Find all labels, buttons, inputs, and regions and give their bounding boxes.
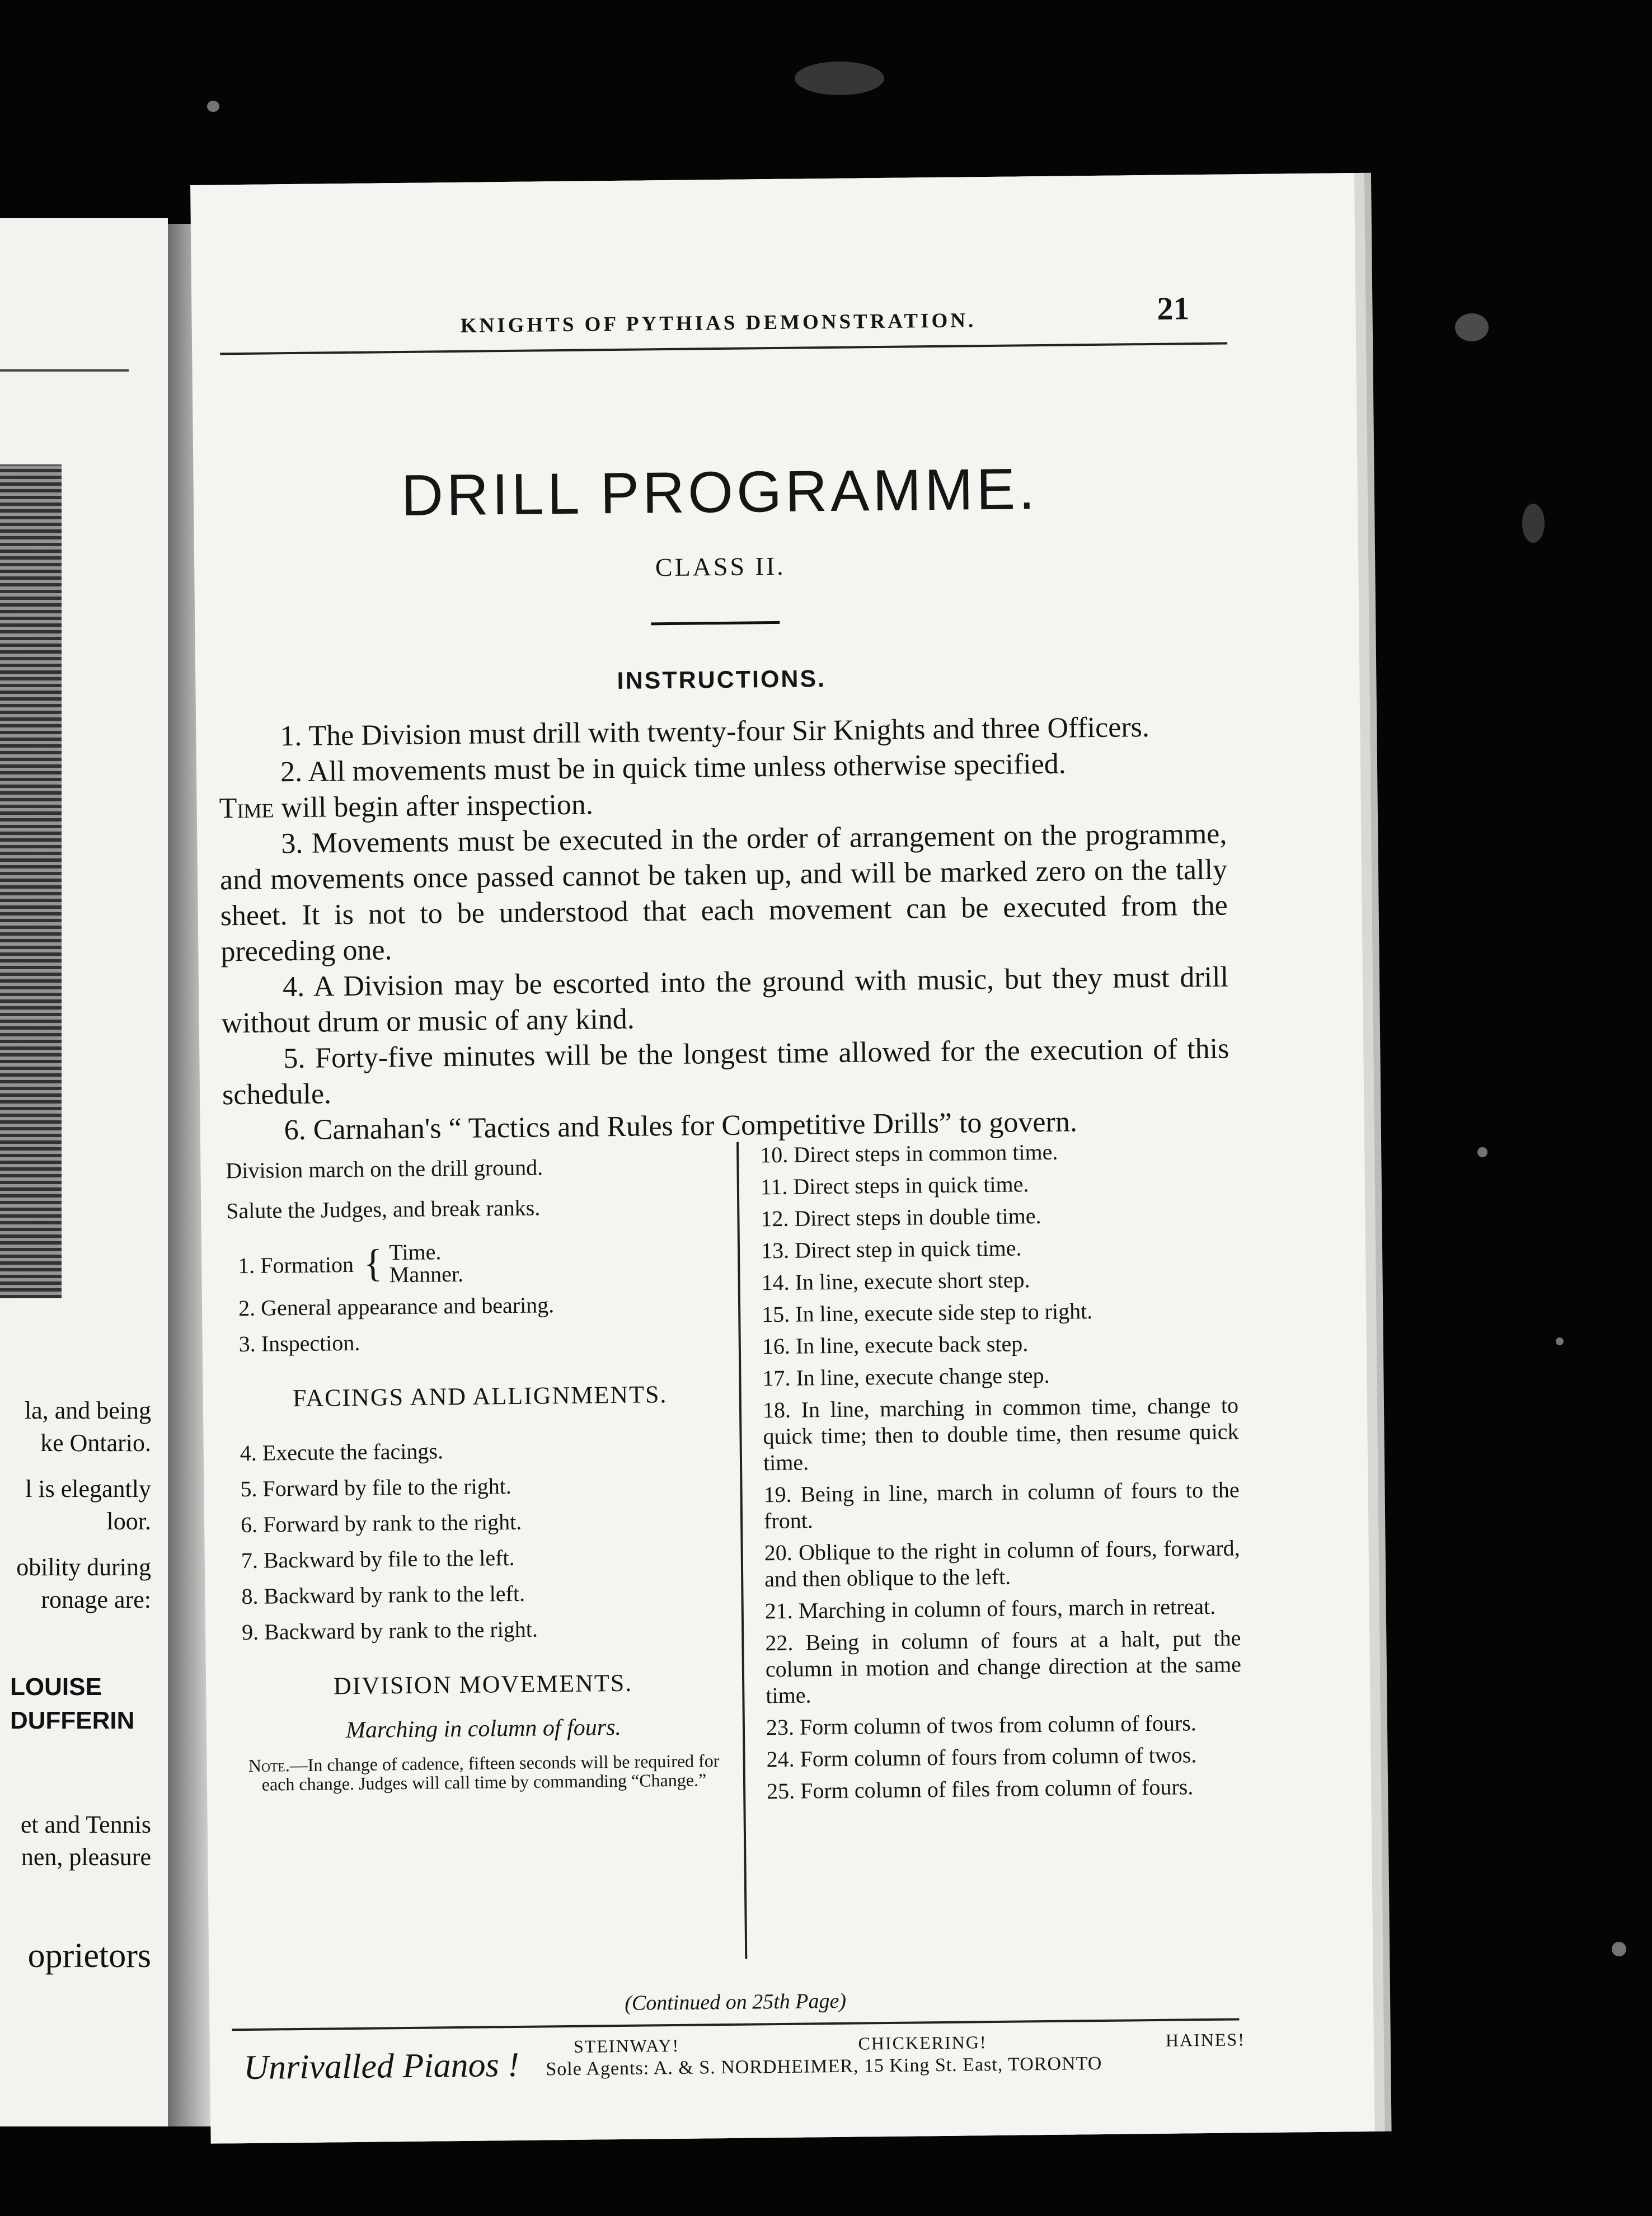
note [232,1751,736,1794]
formation-label: 1. Formation [238,1251,354,1278]
list-item: 17. In line, execute change step. [762,1362,1050,1391]
left-page-line: obility during [16,1553,151,1581]
instruction-item: 1. The Division must drill with twenty-four Sir Knights and three Officers. [280,711,1150,753]
list-item: 15. In line, execute side step to right. [762,1298,1093,1327]
instructions-list [218,709,1230,1149]
division-heading: DIVISION MOVEMENTS. [333,1669,633,1700]
piano-name: HAINES! [1165,2029,1246,2050]
list-item: 14. In line, execute short step. [761,1267,1030,1295]
left-page-line: ke Ontario. [40,1429,151,1457]
left-page-line: ronage are: [41,1586,151,1613]
instructions-heading: INSTRUCTIONS. [617,665,827,694]
list-item: 3. Inspection. [238,1330,360,1357]
division-subheading: Marching in column of fours. [345,1714,622,1744]
list-item: 5. Forward by file to the right. [240,1473,512,1502]
left-page-line: loor. [106,1508,151,1535]
background-speck [795,62,884,95]
background-speck [1612,1942,1626,1956]
title-rule [651,621,780,625]
list-item: 22. Being in column of fours at a halt, put the column in motion and change direction at the same time. [765,1625,1242,1708]
list-item: 21. Marching in column of fours, march in retreat. [764,1593,1216,1624]
page-title: DRILL PROGRAMME. [401,457,1039,528]
instruction-item: 6. Carnahan's “ Tactics and Rules for Competitive Drills” to govern. [284,1106,1078,1147]
list-item: 24. Form column of fours from column of twos. [766,1742,1197,1772]
main-page [190,173,1375,2144]
list-item: 9. Backward by rank to the right. [241,1616,538,1645]
list-item: 20. Oblique to the right in column of fours, forward, and then oblique to the left. [764,1535,1240,1592]
footer-advert-agents: Sole Agents: A. & S. NORDHEIMER, 15 King St. East, TORONTO [546,2053,1102,2080]
brace-glyph: { [363,1242,383,1285]
instruction-item: 2. All movements must be in quick time unless otherwise specified. [280,748,1067,788]
formation-item [227,1235,731,1290]
right-column [760,1137,1242,1810]
list-item: 13. Direct step in quick time. [761,1235,1022,1264]
footer-advert-brand: Unrivalled Pianos ! [243,2045,520,2087]
time-word: Time [219,792,274,825]
background-speck [1522,504,1545,543]
piano-name: STEINWAY! [573,2035,680,2057]
opening-item: Division march on the drill ground. [226,1154,543,1184]
list-item: 25. Form column of files from column of fours. [766,1774,1194,1804]
left-page-line: et and Tennis [20,1811,151,1838]
left-page-engraving [0,464,62,1298]
formation-option: Manner. [389,1261,464,1288]
instruction-item: 3. Movements must be executed in the order of arrangement on the programme, and movements once passed cannot be taken up, and will be marked zero on the tally sheet. It is not to be understood that each movement can be executed from the preceding one. [219,818,1228,968]
list-item: 19. Being in line, march in column of fours to the front. [763,1477,1240,1534]
continued-note: (Continued on 25th Page) [625,1989,847,2015]
class-label: CLASS II. [655,551,786,582]
list-item: 6. Forward by rank to the right. [240,1509,522,1538]
list-item: 7. Backward by file to the left. [241,1544,515,1574]
list-item: 8. Backward by rank to the left. [241,1580,525,1609]
footer-advert-names [574,2029,1245,2057]
header-rule [220,342,1227,355]
instruction-item-text: will begin after inspection. [281,788,594,824]
background-speck [1455,313,1489,341]
left-page-line: la, and being [24,1397,151,1424]
left-page-caps-line: LOUISE [10,1673,102,1701]
formation-options [389,1241,463,1286]
list-item: 10. Direct steps in common time. [760,1139,1058,1168]
left-page-large-line: oprietors [27,1937,151,1975]
instruction-item: 4. A Division may be escorted into the ground with music, but they must drill without drum or music of any kind. [221,961,1229,1040]
opening-item: Salute the Judges, and break ranks. [226,1195,541,1224]
list-item: 12. Direct steps in double time. [761,1203,1041,1232]
list-item: 23. Form column of twos from column of fours. [766,1710,1196,1740]
list-item: 2. General appearance and bearing. [238,1292,555,1321]
list-item: 18. In line, marching in common time, change to quick time; then to double time, then resume quick time. [762,1392,1239,1476]
left-column [226,1148,736,1794]
background-speck [207,101,219,112]
left-page-rule [0,369,129,372]
list-item: 16. In line, execute back step. [762,1331,1029,1359]
column-divider [736,1142,747,1959]
left-page-line: nen, pleasure [21,1843,151,1871]
page-number: 21 [1157,290,1190,327]
background-speck [1556,1337,1564,1345]
formation-option: Time. [389,1239,442,1265]
note-label: Note. [248,1755,290,1776]
facings-heading: FACINGS AND ALLIGNMENTS. [292,1381,668,1412]
list-item: 11. Direct steps in quick time. [760,1171,1029,1200]
footer-rule [232,2018,1240,2031]
left-facing-page [0,218,168,2126]
list-item: 4. Execute the facings. [240,1438,444,1466]
running-header: KNIGHTS OF PYTHIAS DEMONSTRATION. [460,309,977,337]
piano-name: CHICKERING! [858,2032,987,2054]
left-page-caps-line: DUFFERIN [10,1707,135,1734]
left-page-line: l is elegantly [25,1475,151,1503]
note-text: —In change of cadence, fifteen seconds will be required for each change. Judges will call time by commanding “Change.” [261,1750,720,1795]
instruction-item: 5. Forty-five minutes will be the longest time allowed for the execution of this schedule. [222,1032,1229,1111]
background-speck [1477,1147,1487,1157]
